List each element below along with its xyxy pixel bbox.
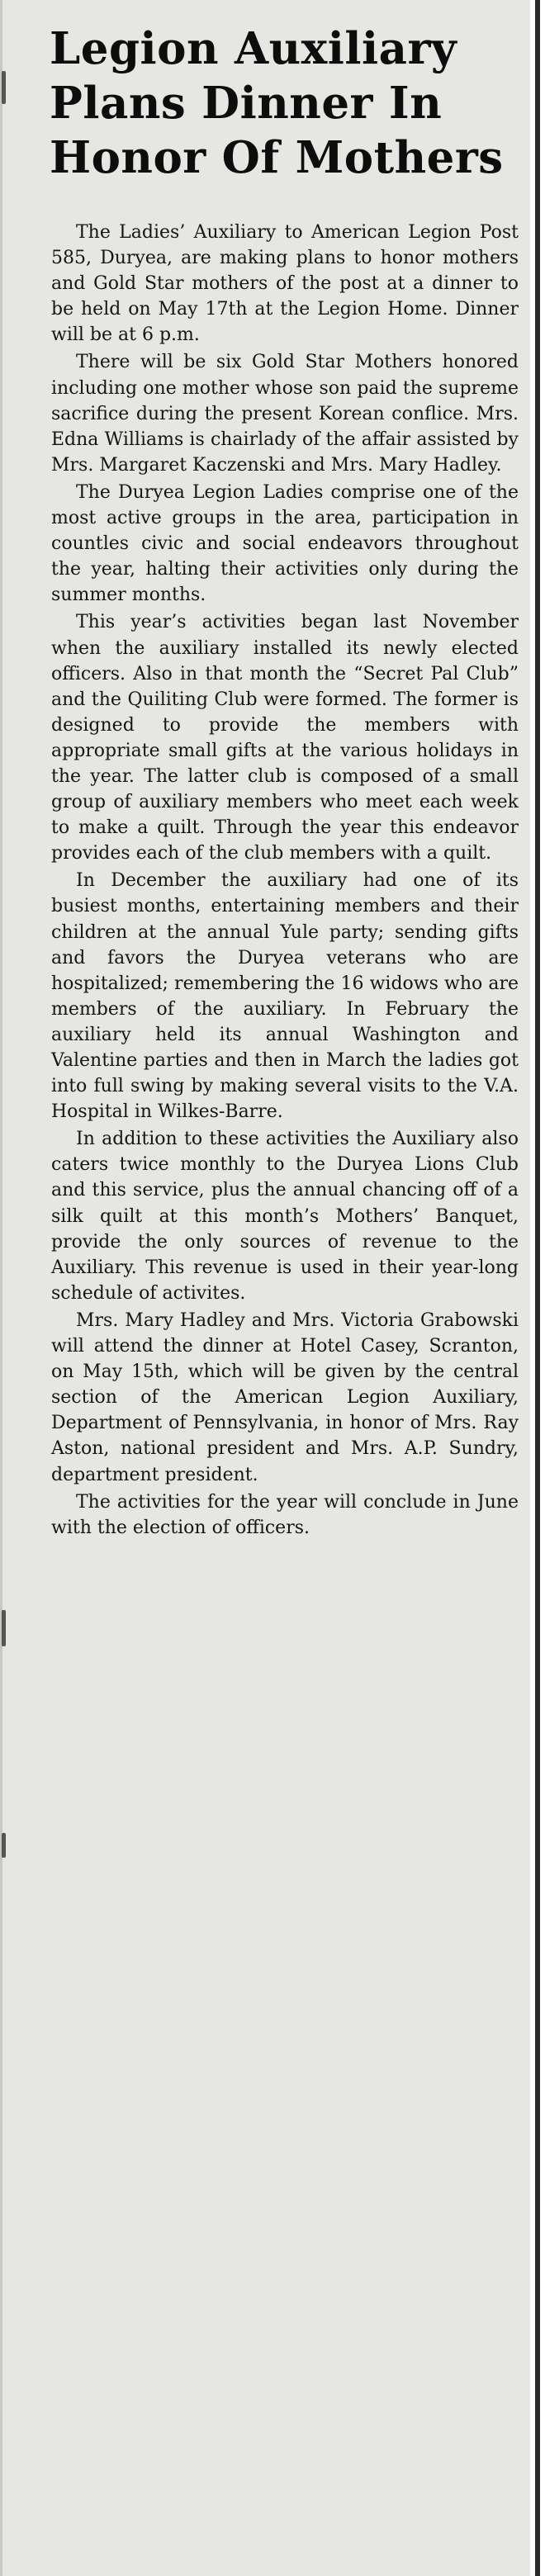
headline-line: Honor Of Mothers bbox=[50, 132, 504, 183]
article-paragraph: The activities for the year will conclude in June with the election of officers. bbox=[51, 1491, 519, 1538]
article-paragraph: The Duryea Legion Ladies comprise one of the most active groups in the area, participation in countles civic and social endeavors throughout the year, halting their activities only during the summer months. bbox=[51, 481, 519, 606]
article-paragraph: There will be six Gold Star Mothers honored including one mother whose son paid the supreme sacrifice during the present Korean conflice. Mrs. Edna Williams is chairlady of the affair assisted by Mrs. Margaret Kaczenski and Mrs. Mary Hadley. bbox=[51, 352, 519, 476]
headline-line: Legion Auxiliary bbox=[50, 23, 457, 74]
headline-line: Plans Dinner In bbox=[50, 78, 443, 129]
article-paragraph: Mrs. Mary Hadley and Mrs. Victoria Grabowski will attend the dinner at Hotel Casey, Scranton, on May 15th, which will be given by the central section of the American Legion Auxiliary, Department of Pennsylvania, in honor of Mrs. Ray Aston, national president and Mrs. A.P. Sundry, department president. bbox=[51, 1309, 519, 1485]
article-paragraph: In addition to these activities the Auxiliary also caters twice monthly to the Duryea Lions Club and this service, plus the annual chancing off of a silk quilt at this month’s Mothers’ Banquet, provide the only sources of revenue to the Auxiliary. This revenue is used in their year-long schedule of activites. bbox=[51, 1129, 519, 1304]
scan-mark bbox=[2, 71, 6, 104]
scan-mark bbox=[2, 1610, 6, 1646]
article-paragraph: The Ladies’ Auxiliary to American Legion Post 585, Duryea, are making plans to honor mothers and Gold Star mothers of the post at a dinner to be held on May 17th at the Legion Home. Dinner will be at 6 p.m. bbox=[51, 222, 519, 346]
article-body bbox=[51, 220, 519, 1542]
article-headline bbox=[50, 21, 520, 185]
clipping-edge bbox=[0, 0, 2, 2576]
scan-mark bbox=[2, 1833, 6, 1858]
article-paragraph: In December the auxiliary had one of its busiest months, entertaining members and their children at the annual Yule party; sending gifts and favors the Duryea veterans who are hospitalized; remembering the 16 widows who are members of the auxiliary. In February the auxiliary held its annual Washington and Valentine parties and then in March the ladies got into full swing by making several visits to the V.A. Hospital in Wilkes-Barre. bbox=[51, 870, 519, 1123]
article-paragraph: This year’s activities began last November when the auxiliary installed its newly elected officers. Also in that month the “Secret Pal Club” and the Quiliting Club were formed. The former is designed to provide the members with appropriate small gifts at the various holidays in the year. The latter club is composed of a small group of auxiliary members who meet each week to make a quilt. Through the year this endeavor provides each of the club members with a quilt. bbox=[51, 612, 519, 864]
column-rule bbox=[535, 0, 540, 2576]
